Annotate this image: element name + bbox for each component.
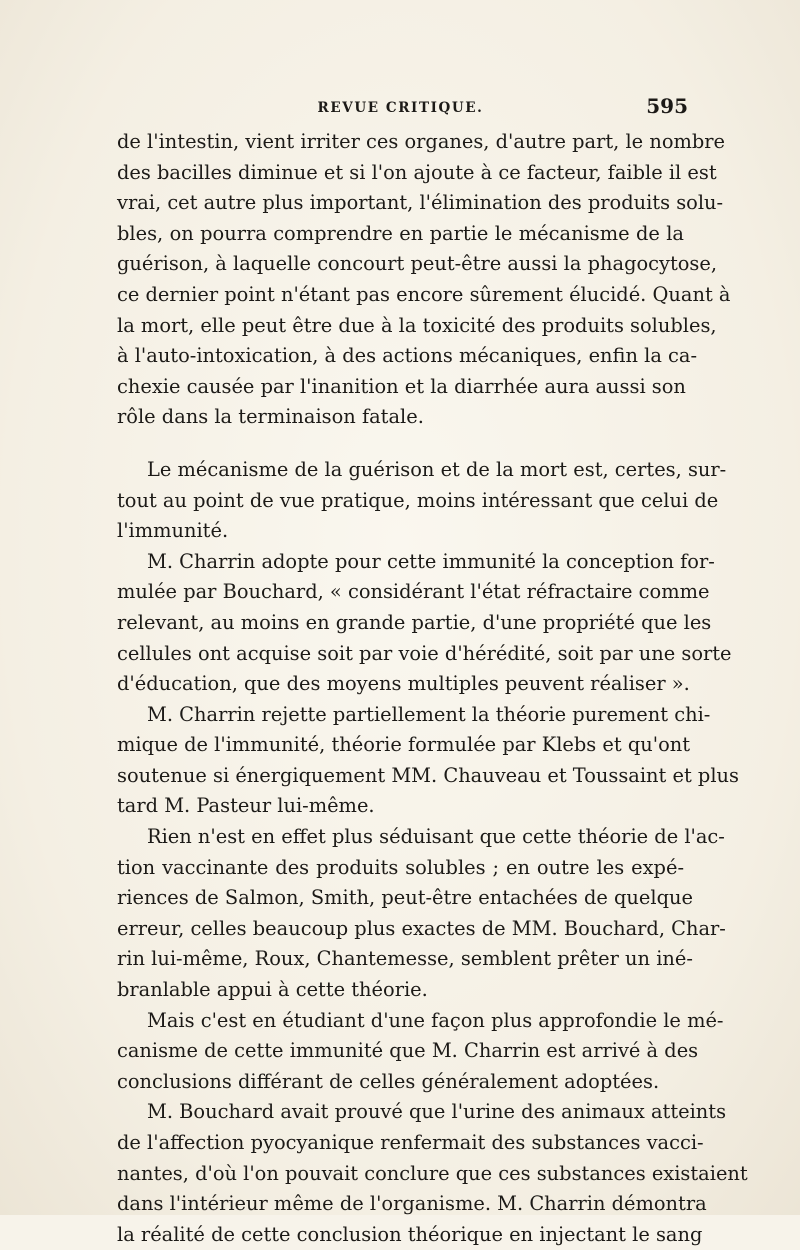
body-text	[117, 127, 748, 1250]
text-line: à l'auto-intoxication, à des actions mécaniques, enfin la ca-	[117, 344, 698, 368]
text-line: rin lui-même, Roux, Chantemesse, semblent prêter un iné-	[117, 947, 693, 971]
text-line: erreur, celles beaucoup plus exactes de MM. Bouchard, Char-	[117, 916, 726, 940]
text-line: M. Bouchard avait prouvé que l'urine des animaux atteints	[147, 1100, 727, 1124]
text-line: relevant, au moins en grande partie, d'une propriété que les	[117, 610, 712, 634]
text-line: la réalité de cette conclusion théorique en injectant le sang	[117, 1222, 703, 1246]
text-line: des bacilles diminue et si l'on ajoute à ce facteur, faible il est	[117, 160, 717, 184]
text-line: branlable appui à cette théorie.	[117, 978, 428, 1002]
text-line: de l'intestin, vient irriter ces organes, d'autre part, le nombre	[117, 130, 726, 153]
text-line: Rien n'est en effet plus séduisant que cette théorie de l'ac-	[147, 825, 725, 849]
text-line: ce dernier point n'étant pas encore sûrement élucidé. Quant à	[117, 282, 731, 306]
text-line: canisme de cette immunité que M. Charrin est arrivé à des	[117, 1039, 699, 1063]
text-line: l'immunité.	[117, 519, 229, 543]
running-title: REVUE CRITIQUE.	[317, 100, 484, 116]
text-line: tard M. Pasteur lui-même.	[117, 794, 375, 818]
text-line: rôle dans la terminaison fatale.	[117, 405, 424, 429]
text-line: soutenue si énergiquement MM. Chauveau et Toussaint et plus	[117, 763, 739, 787]
page-number: 595	[646, 94, 688, 118]
text-line: guérison, à laquelle concourt peut-être aussi la phagocytose,	[117, 252, 718, 276]
running-header	[117, 94, 688, 124]
text-line: de l'affection pyocyanique renfermait des substances vacci-	[117, 1131, 704, 1154]
text-line: nantes, d'où l'on pouvait conclure que ces substances existaient	[117, 1161, 748, 1185]
text-line: M. Charrin rejette partiellement la théorie purement chi-	[147, 702, 711, 726]
text-line: cellules ont acquise soit par voie d'hérédité, soit par une sorte	[117, 641, 732, 665]
text-line: la mort, elle peut être due à la toxicité des produits solubles,	[117, 313, 717, 337]
text-line: conclusions différant de celles généralement adoptées.	[117, 1069, 660, 1093]
text-line: chexie causée par l'inanition et la diarrhée aura aussi son	[117, 374, 686, 398]
text-line: tion vaccinante des produits solubles ; en outre les expé-	[117, 855, 684, 879]
text-line: bles, on pourra comprendre en partie le mécanisme de la	[117, 221, 684, 245]
text-line: mique de l'immunité, théorie formulée par Klebs et qu'ont	[117, 733, 691, 757]
paragraph-gap	[117, 433, 684, 455]
text-line: d'éducation, que des moyens multiples peuvent réaliser ».	[117, 672, 690, 696]
text-line: dans l'intérieur même de l'organisme. M. Charrin démontra	[117, 1192, 707, 1216]
text-line: Mais c'est en étudiant d'une façon plus approfondie le mé-	[147, 1008, 724, 1032]
text-line: mulée par Bouchard, « considérant l'état réfractaire comme	[117, 580, 710, 604]
text-line: Le mécanisme de la guérison et de la mort est, certes, sur-	[147, 457, 727, 481]
text-line: riences de Salmon, Smith, peut-être entachées de quelque	[117, 886, 693, 910]
text-line: M. Charrin adopte pour cette immunité la conception for-	[147, 549, 715, 573]
text-line: tout au point de vue pratique, moins intéressant que celui de	[117, 488, 719, 512]
text-line: vrai, cet autre plus important, l'élimination des produits solu-	[117, 191, 724, 215]
